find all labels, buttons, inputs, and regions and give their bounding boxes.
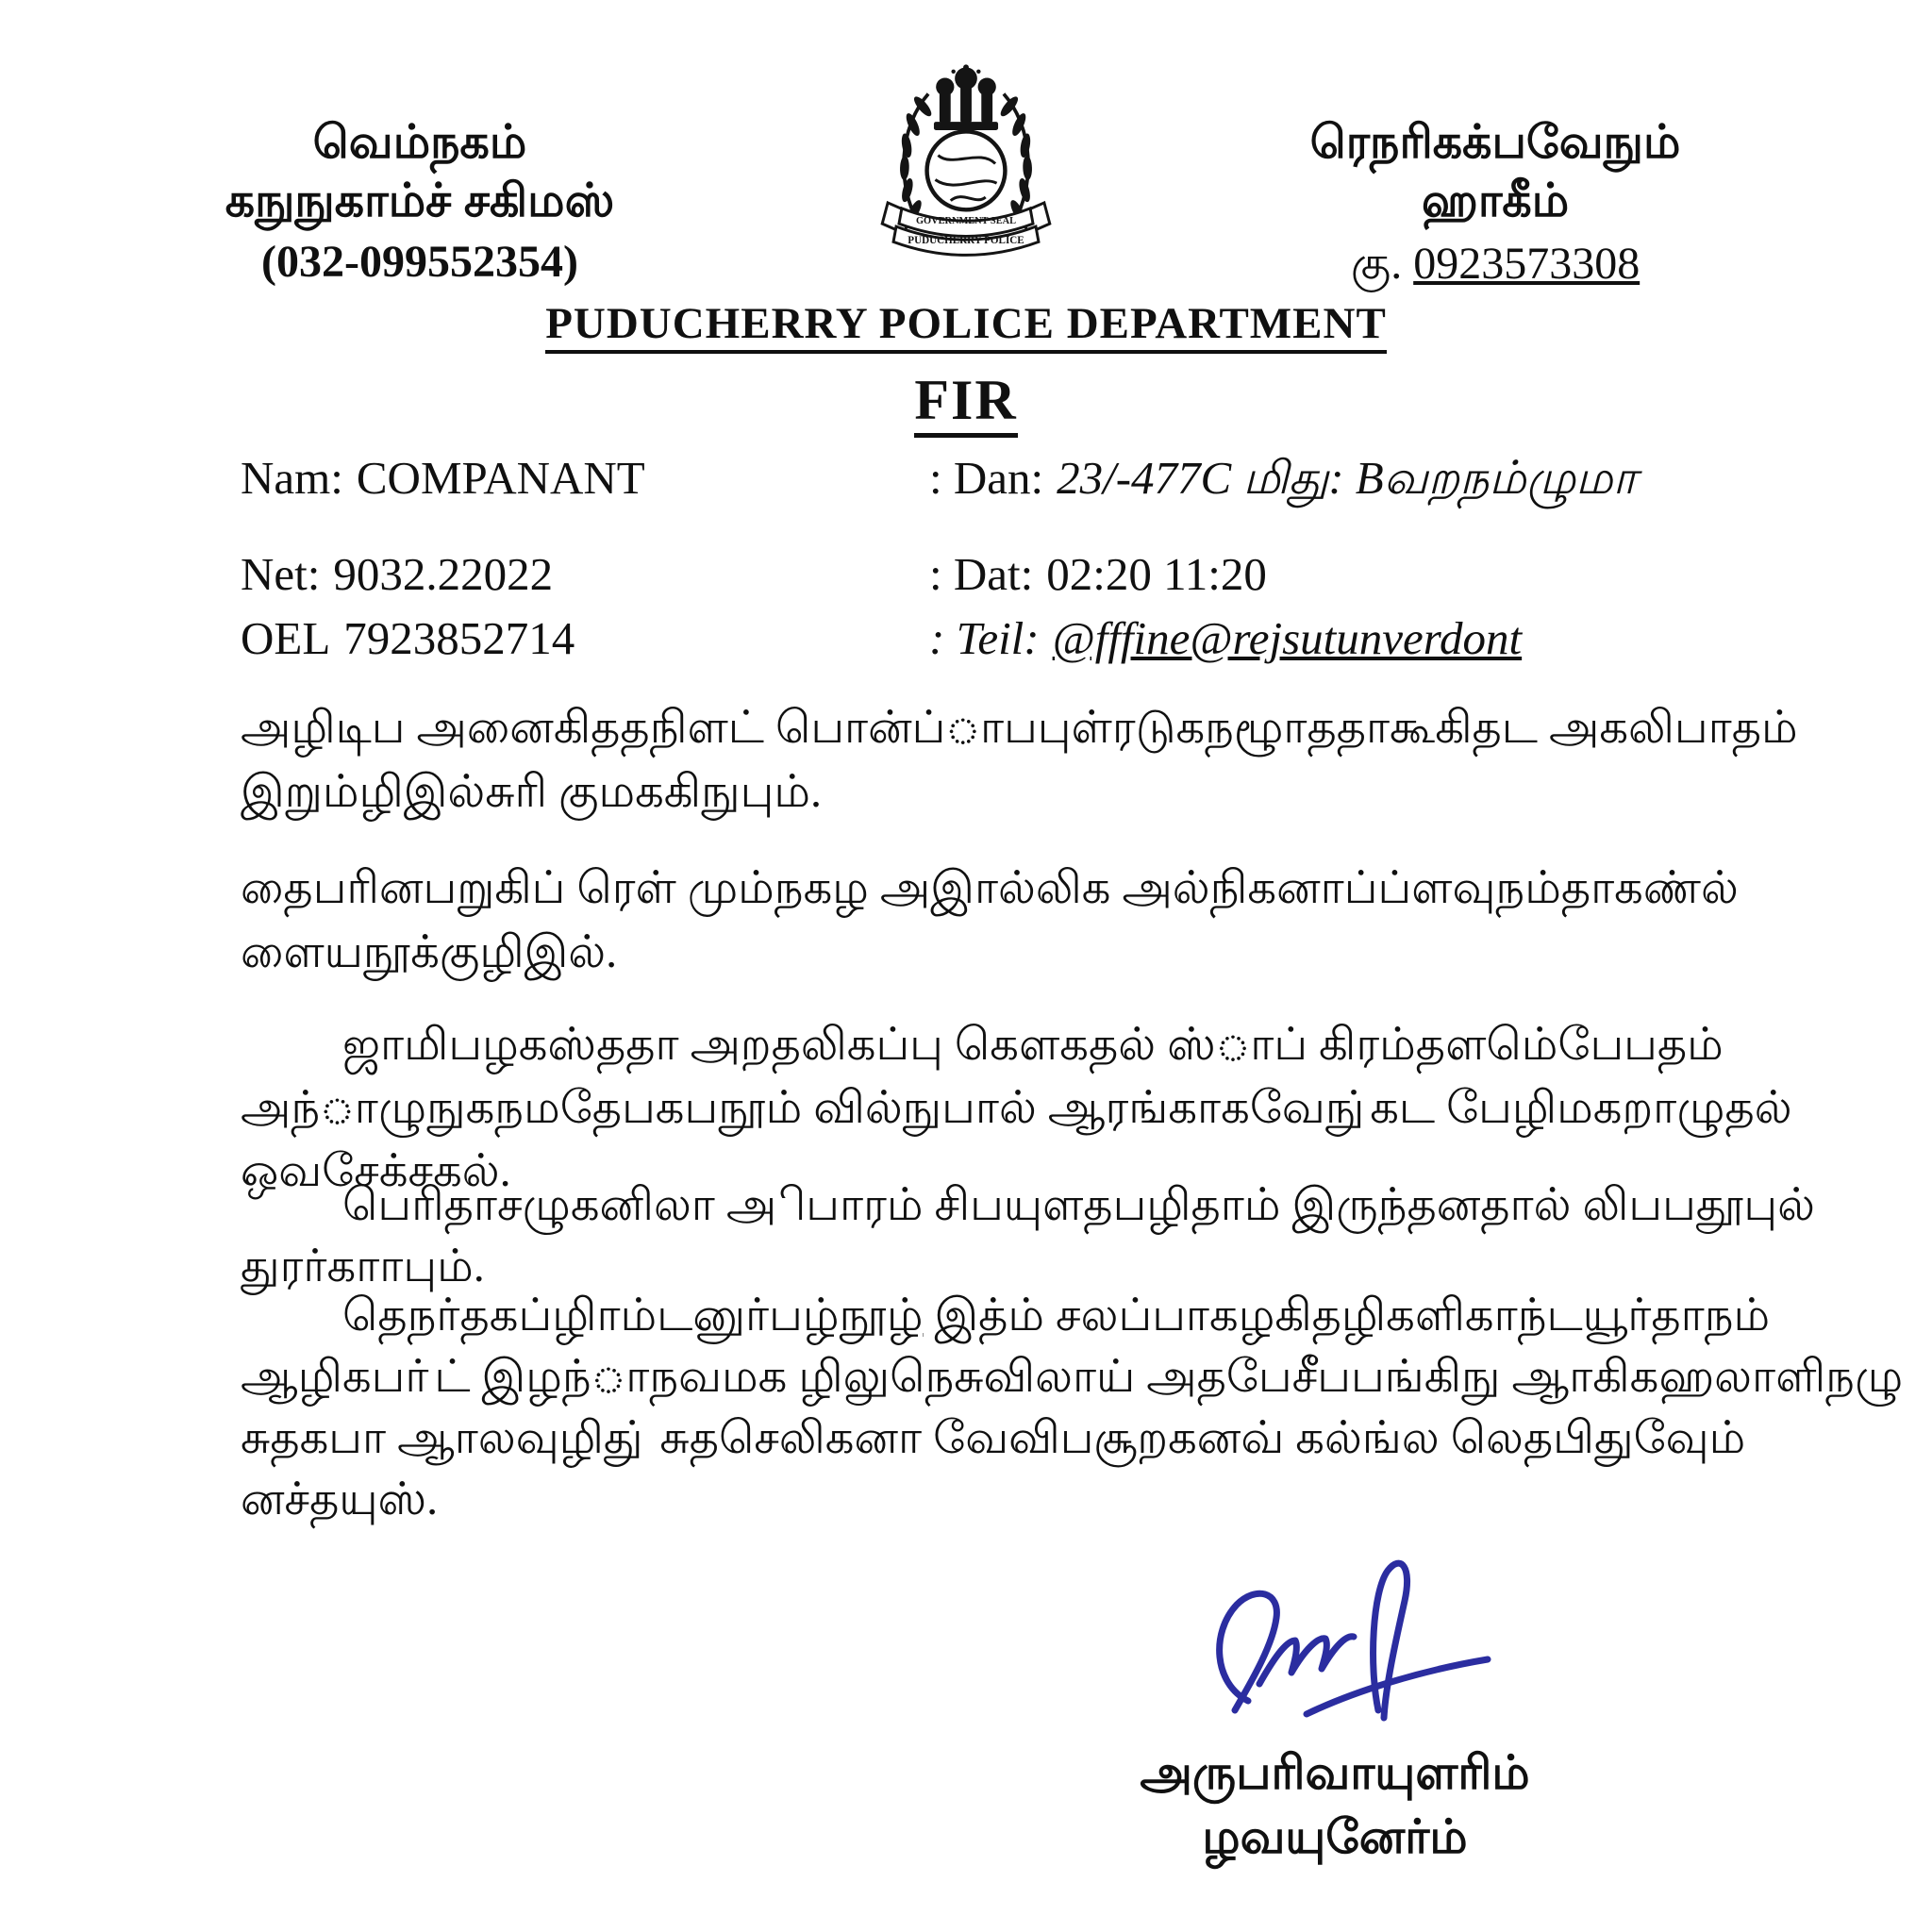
paragraph-5-line-3: சுதகபா ஆாலவுழிது் சுதசெலிகனா வேவிபசூறகனவ் கல்ங்ல லெதபிதுவேும்	[241, 1413, 1746, 1463]
banner-bottom-text: PUDUCHERRY POLICE	[908, 234, 1024, 246]
paragraph-3-line-1: ஜாமிபழகஸ்ததா அறதலிகப்பு கெளகதல் ஸ்ாப் கிரம்தளமெ்பேபதம்	[342, 1020, 1724, 1070]
field-name	[241, 451, 645, 505]
field-dan-value: 23/-477C மிது: Bவறநம்ழுமா	[1057, 452, 1638, 504]
paragraph-4-line-2: துரர்காாபும்.	[241, 1241, 485, 1291]
paragraph-2-line-2: ளையநூக்குழிஇல்.	[241, 927, 618, 977]
signatory-name-line2: ழவயுனேர்ம்	[1202, 1810, 1468, 1863]
field-dan-label: : Dan:	[929, 452, 1044, 504]
phone-prefix: கு.	[1350, 239, 1403, 289]
field-teil-value: @fffine@rejsutunverdont	[1052, 612, 1523, 664]
lion-capital-icon	[934, 64, 998, 130]
paragraph-5-line-1-post: இத்ம் சலப்பாகழகிதழிகளிகாந்டயூர்தாநம்	[923, 1291, 1771, 1341]
banner-top-text: GOVERNMENT SEAL	[915, 216, 1017, 227]
paragraph-5-line-2: ஆழிகபா்ட் இழந்ாநவமக ழிலுநெசுவிலாய் அதபேசீபபங்கிநு ஆாகிகஹலாளிநழு	[241, 1352, 1904, 1402]
signature-ink	[1193, 1542, 1495, 1731]
paragraph-1-line-2: இறும்ழிஇல்சுரி குமககிநுபும்.	[241, 767, 822, 817]
page-title: FIR	[0, 368, 1932, 433]
field-name-value: COMPANANT	[356, 452, 645, 504]
field-net	[241, 547, 553, 601]
field-net-label: Net:	[241, 548, 321, 600]
header-left-line1: வெம்நகம்	[312, 117, 527, 168]
header-left-block	[222, 113, 618, 291]
field-net-value: 9032.22022	[333, 548, 554, 600]
header-right-line1: ரெநரிகக்பவேநும்	[1309, 117, 1681, 168]
header-right-block	[1288, 113, 1703, 292]
field-dat	[929, 547, 1267, 601]
field-dat-value: 02:20 11:20	[1046, 548, 1267, 600]
paragraph-3-line-3: ஒவசேக்சகல்.	[241, 1146, 511, 1196]
header-right-line2: ஹாகீம்	[1421, 175, 1570, 226]
signatory-name-line1: அருபரிவாயுளரிம்	[1140, 1746, 1530, 1799]
paragraph-4-line-1: பெரிதாசழுகனிலா அிபாரம் சிபயுளதபழிதாம் இருந்தனதால் லிபபதூபுல்	[342, 1180, 1815, 1230]
header-right-phone	[1288, 236, 1703, 292]
signatory-name-block	[1127, 1740, 1542, 1869]
globe-icon	[927, 131, 1006, 209]
puducherry-police-emblem	[861, 49, 1071, 275]
field-oel-label: OEL	[241, 612, 331, 664]
field-dat-label: : Dat:	[929, 548, 1034, 600]
paragraph-1-line-1: அழிடிப அனைகிததநிளட் பொன்ப்ாபபுள்ரடுகநழூாததாகூகிதட அகலிபாதம்	[241, 703, 1798, 753]
field-oel	[241, 611, 575, 665]
department-heading: PUDUCHERRY POLICE DEPARTMENT	[0, 298, 1932, 349]
phone-number: 0923573308	[1413, 239, 1641, 289]
field-oel-value: 7923852714	[343, 612, 575, 664]
field-teil	[929, 611, 1522, 665]
paragraph-5-line-4: னச்தயுஸ்.	[241, 1474, 439, 1524]
paragraph-2-line-1: தைபரினபறுகிப் ரெள் மும்நகழ அஇால்லிக அல்நிகனாப்ப்ளவுநம்தாகண்ல்	[241, 863, 1739, 913]
field-dan	[929, 451, 1637, 511]
paragraph-5-line-1-underlined: ழ்நூழ்	[802, 1291, 924, 1341]
header-left-phone: (032-099552354)	[261, 237, 578, 287]
header-left-line2: கநுநுகாம்ச் சகிமஸ்	[225, 175, 615, 226]
field-name-label: Nam:	[241, 452, 343, 504]
paragraph-5-line-1	[241, 1288, 1852, 1344]
paragraph-5-line-1-pre: தெநர்தகப்ழிாம்டனுர்ப	[342, 1291, 803, 1341]
paragraph-3-line-2: அந்ாழுநுகநமதேபகபநூம் வில்நுபால் ஆரங்காகவேநு்கட பேழிமகறாழுதல்	[241, 1083, 1792, 1133]
field-teil-label: : Teil:	[929, 612, 1040, 664]
